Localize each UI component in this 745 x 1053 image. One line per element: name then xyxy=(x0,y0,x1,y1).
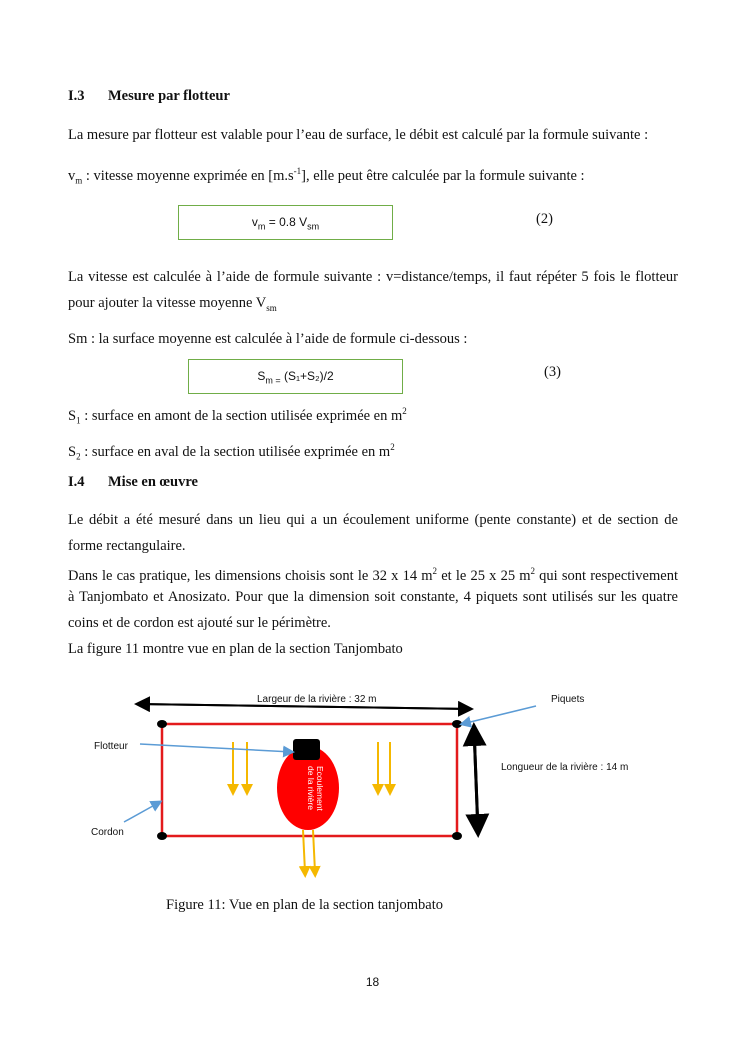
section-number: I.3 xyxy=(68,88,85,104)
stake-bottom-right xyxy=(452,832,462,840)
eq2-mid: = 0.8 V xyxy=(265,215,308,229)
piquets-label: Piquets xyxy=(551,694,585,705)
eq3-lhs-sub: m = xyxy=(265,375,281,386)
paragraph-debit-line2: forme rectangulaire. xyxy=(68,538,186,554)
var-sub: m xyxy=(75,175,83,186)
paragraph-figure-intro: La figure 11 montre vue en plan de la section Tanjombato xyxy=(68,641,403,657)
width-label: Largeur de la rivière : 32 m xyxy=(257,694,377,705)
paragraph-debit-line1: Le débit a été mesuré dans un lieu qui a un écoulement uniforme (pente constante) et de section de xyxy=(68,512,678,528)
paragraph-vitesse-line2 xyxy=(68,290,678,321)
length-label: Longueur de la rivière : 14 m xyxy=(501,762,629,773)
cas-sup2: 2 xyxy=(530,566,536,576)
vitesse-line2-sub: sm xyxy=(266,302,277,313)
cordon-pointer xyxy=(124,802,160,822)
eq2-lhs: v xyxy=(251,215,258,229)
page-number: 18 xyxy=(365,975,380,989)
paragraph-cas-pratique-line3: coins et de cordon est ajouté sur le périmètre. xyxy=(68,615,331,631)
vm-text-a: : vitesse moyenne exprimée en [m.s xyxy=(82,167,294,184)
flow-label-line2: de la rivière xyxy=(306,766,316,810)
cas-text-b: et le 25 x 25 m xyxy=(437,567,531,584)
cas-text-a: Dans le cas pratique, les dimensions choisis sont le 32 x 14 m xyxy=(68,567,433,584)
paragraph-s2 xyxy=(68,434,678,470)
stake-top-left xyxy=(157,720,167,728)
vm-text-b: ], elle peut être calculée par la formule suivante : xyxy=(301,167,585,184)
s2-var: S xyxy=(68,443,77,460)
eq2-rhs-sub: sm xyxy=(307,221,320,232)
eq3-rhs: (S₁+S₂)/2 xyxy=(280,369,334,383)
figure-caption: Figure 11: Vue en plan de la section tanjombato xyxy=(166,897,443,913)
cas-text-c: qui sont respectivement xyxy=(535,567,678,584)
equation-2-box xyxy=(178,205,393,240)
s2-sup: 2 xyxy=(390,442,395,452)
section-title: Mise en œuvre xyxy=(108,474,198,490)
flow-label xyxy=(306,766,325,812)
var-v: v xyxy=(68,167,76,184)
eq2-lhs-sub: m xyxy=(257,221,266,232)
flow-label-line1: Ecoulement xyxy=(315,766,325,811)
paragraph-sm: Sm : la surface moyenne est calculée à l’aide de formule ci-dessous : xyxy=(68,331,468,347)
figure-11-diagram xyxy=(0,680,745,880)
paragraph-s1 xyxy=(68,398,678,434)
s2-sub: 2 xyxy=(76,451,81,462)
piquets-pointer xyxy=(462,706,536,724)
flotteur-label: Flotteur xyxy=(94,741,128,752)
s1-text: : surface en amont de la section utilisée exprimée en m xyxy=(80,407,403,424)
paragraph-cas-pratique-line2: à Tanjombato et Anosizato. Pour que la dimension soit constante, 4 piquets sont utilisés sur les quatre xyxy=(68,589,678,605)
eq3-lhs: S xyxy=(257,369,266,383)
s1-sup: 2 xyxy=(402,406,407,416)
paragraph-intro: La mesure par flotteur est valable pour l’eau de surface, le débit est calculé par la formule suivante : xyxy=(68,127,649,143)
section-heading-i4 xyxy=(68,474,198,491)
stake-top-right xyxy=(452,720,462,728)
stake-bottom-left xyxy=(157,832,167,840)
s1-var: S xyxy=(68,407,77,424)
equation-2-number: (2) xyxy=(536,211,553,227)
section-number: I.4 xyxy=(68,474,85,490)
vitesse-line2-text: pour ajouter la vitesse moyenne V xyxy=(68,295,267,311)
cordon-label: Cordon xyxy=(91,827,124,838)
cas-sup1: 2 xyxy=(432,566,438,576)
s1-sub: 1 xyxy=(76,415,81,426)
equation-3-number: (3) xyxy=(544,364,561,380)
section-title: Mesure par flotteur xyxy=(108,88,230,104)
paragraph-vitesse-line1: La vitesse est calculée à l’aide de formule suivante : v=distance/temps, il faut répéter 5 fois le flotteur xyxy=(68,269,678,285)
s2-text: : surface en aval de la section utilisée exprimée en m xyxy=(80,443,391,460)
section-heading-i3 xyxy=(68,88,230,105)
equation-3-box xyxy=(188,359,403,394)
paragraph-vm-definition xyxy=(68,158,678,194)
length-dimension-arrow-up xyxy=(474,728,478,832)
float-object xyxy=(293,739,320,760)
vm-sup: -1 xyxy=(293,166,302,176)
